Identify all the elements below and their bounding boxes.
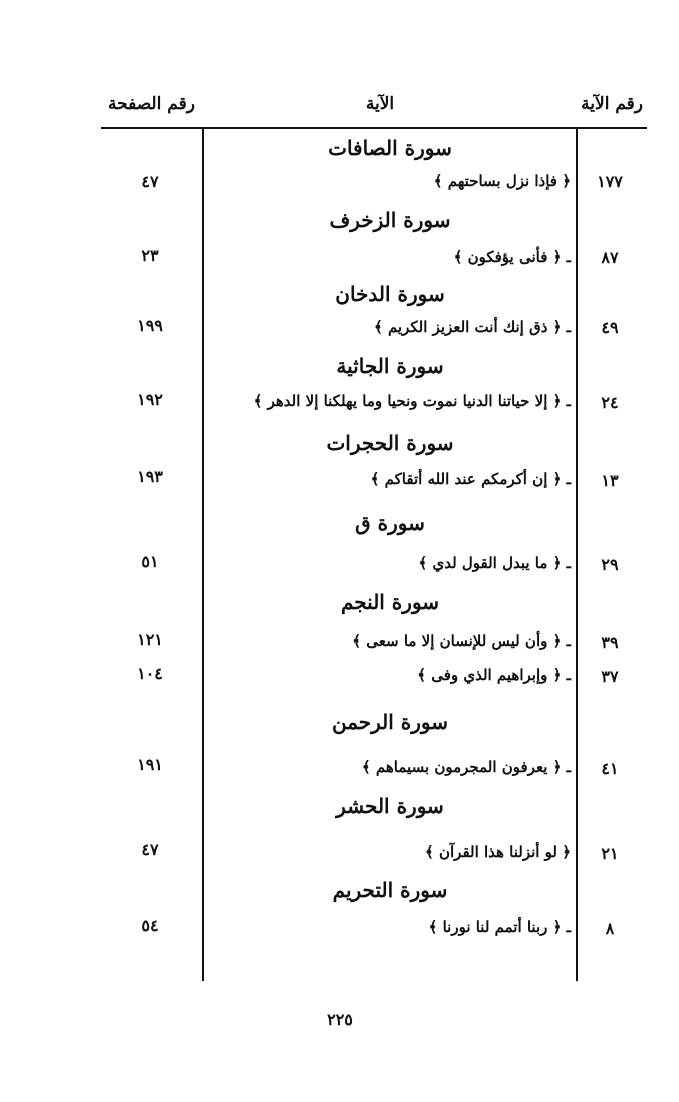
header-rule: [101, 127, 647, 129]
page-ref: ١٩٢: [137, 390, 163, 409]
ayah-number: ٢٩: [601, 555, 619, 574]
surah-title: سورة الرحمن: [331, 710, 449, 734]
page-ref: ٥١: [141, 552, 159, 571]
page-ref: ١٩١: [137, 755, 163, 774]
page-ref: ٤٧: [141, 172, 159, 191]
column-divider-right: [576, 129, 578, 981]
ayah-number: ١٧٧: [597, 172, 623, 191]
surah-title: سورة الحجرات: [326, 431, 454, 455]
ayah-text: ـ ﴿ ما يبدل القول لدي ﴾: [418, 554, 571, 572]
surah-title: سورة النجم: [340, 590, 440, 614]
ayah-text: ـ ﴿ وأن ليس للإنسان إلا ما سعى ﴾: [352, 632, 571, 650]
ayah-number: ٣٧: [601, 667, 619, 686]
ayah-text: ـ ﴿ يعرفون المجرمون بسيماهم ﴾: [361, 758, 571, 776]
ayah-number: ٤١: [601, 759, 619, 778]
ayah-number: ١٣: [601, 471, 619, 490]
surah-title: سورة الدخان: [335, 282, 445, 306]
page-ref: ٤٧: [141, 840, 159, 859]
page-ref: ١٩٩: [137, 316, 163, 335]
ayah-number: ٣٩: [601, 633, 619, 652]
page-ref: ٢٣: [141, 246, 159, 265]
ayah-text: ـ ﴿ إن أكرمكم عند الله أتقاكم ﴾: [370, 470, 571, 488]
surah-title: سورة التحريم: [332, 878, 448, 902]
page-ref: ١٢١: [137, 630, 163, 649]
ayah-number: ٢١: [601, 844, 619, 863]
page-ref: ١٠٤: [137, 664, 163, 683]
surah-title: سورة الحشر: [336, 794, 444, 818]
ayah-text: ـ ﴿ إلا حياتنا الدنيا نموت ونحيا وما يهلكنا إلا الدهر ﴾: [253, 392, 571, 410]
surah-title: سورة الزخرف: [329, 208, 451, 232]
header-ayah-number: رقم الآية: [581, 94, 643, 114]
column-divider-left: [202, 129, 204, 981]
header-ayah-text: الآية: [365, 94, 395, 114]
surah-title: سورة الجاثية: [336, 354, 444, 378]
page-ref: ١٩٣: [137, 467, 163, 486]
ayah-text: ـ ﴿ فأنى يؤفكون ﴾: [453, 248, 571, 266]
surah-title: سورة الصافات: [328, 136, 452, 160]
page-number: ٢٢٥: [327, 1010, 353, 1029]
ayah-text: ـ ﴿ وإبراهيم الذي وفى ﴾: [417, 666, 571, 684]
ayah-number: ٨: [605, 919, 615, 938]
ayah-text: ﴿ فإذا نزل بساحتهم ﴾: [433, 172, 571, 190]
ayah-number: ٢٤: [601, 393, 619, 412]
surah-title: سورة ق: [355, 511, 425, 535]
ayah-number: ٤٩: [601, 318, 619, 337]
header-page-number: رقم الصفحة: [108, 94, 195, 114]
ayah-text: ـ ﴿ ربنا أتمم لنا نورنا ﴾: [428, 918, 571, 936]
page-ref: ٥٤: [141, 916, 159, 935]
ayah-text: ـ ﴿ ذق إنك أنت العزيز الكريم ﴾: [373, 318, 571, 336]
ayah-number: ٨٧: [601, 248, 619, 267]
ayah-text: ﴿ لو أنزلنا هذا القرآن ﴾: [424, 843, 571, 861]
